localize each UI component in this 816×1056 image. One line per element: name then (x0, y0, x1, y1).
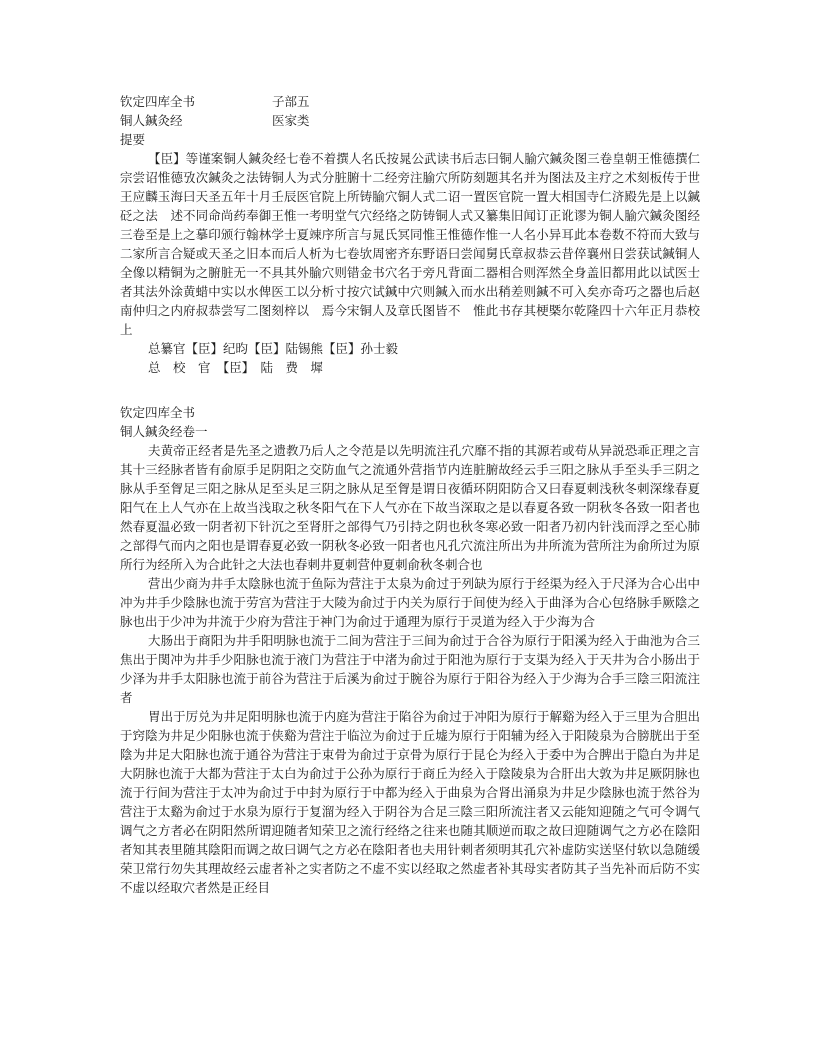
category-label: 医家类 (272, 113, 310, 128)
volume-one (120, 403, 700, 897)
book-title: 铜人鍼灸经 (120, 113, 183, 128)
credits-line-2: 总 校 官 【臣】 陆 费 墀 (148, 360, 324, 375)
section-label: 子部五 (272, 94, 310, 109)
paragraph-text: 营出少商为井手太陰脉也流于鱼际为营注于太泉为俞过于列缺为原行于经渠为经入于尺泽为合心出中冲为井手少陰脉也流于劳宫为营注于大陵为俞过于内关为原行于间使为经入于曲泽为合心包络脉手厥陰之脉也出于少冲为井流于少府为营注于神门为俞过于通理为原行于灵道为经入于少海为合 (120, 576, 700, 629)
credits-line-1: 总纂官【臣】纪昀【臣】陆锡熊【臣】孙士毅 (148, 341, 399, 356)
book-header (120, 111, 700, 130)
document-page (120, 92, 700, 897)
body-paragraph-1 (120, 441, 700, 574)
body-paragraph-2 (120, 574, 700, 631)
volume-title: 铜人鍼灸经卷一 (120, 424, 208, 439)
paragraph-text: 夫黄帝正经者是先圣之遗教乃后人之令范是以先明流注孔穴靡不指的其源若或苟从异説恐乖正理之言其十三经脉者皆有俞原手足阴阳之交防血气之流通外营指节内连脏腑故经云手三阳之脉从手至头手三阴之脉从手至胷足三阳之脉从足至头足三阴之脉从足至胷是谓日夜循环阴阳防合又曰春夏刺浅秋冬刺深缘春夏阳气在上人气亦在上故当浅取之秋冬阳气在下人气亦在下故当深取之是以春夏各致一阴秋冬各致一阳者也然春夏温必致一阴者初下针沉之至肾肝之部得气乃引持之阴也秋冬寒必致一阳者乃初内针浅而浮之至心肺之部得气而内之阳也是谓春夏必致一阴秋冬必致一阳者也凡孔穴流注所出为井所流为营所注为俞所过为原所行为经所入为合此针之大法也春刺井夏刺营仲夏刺俞秋冬刺合也 (120, 443, 700, 572)
body-paragraph-4 (120, 707, 700, 897)
body-paragraph-3 (120, 631, 700, 707)
tiyao-text: 【臣】等谨案铜人鍼灸经七卷不着撰人名氏按晁公武读书后志曰铜人腧穴鍼灸图三卷皇朝王惟德撰仁宗尝诏惟德攷次鍼灸之法铸铜人为式分脏腑十二经旁注腧穴所防刻题其名并为图法及主疗之术刻板传于世王应麟玉海曰天圣五年十月壬辰医官院上所铸腧穴铜人式二诏一置医官院一置大相国寺仁济殿先是上以鍼砭之法 述不同命尚药奉御王惟一考明堂气穴经络之防铸铜人式又纂集旧闻订正讹谬为铜人腧穴鍼灸图经三卷至是上之摹印颁行翰林学士夏竦序所言与晁氏冥同惟王惟德作惟一人名小异耳此本卷数不符而大致与二家所言合疑或天圣之旧本而后人析为七卷欤周密齐东野语曰尝闻舅氏章叔恭云昔倅襄州日尝获试鍼铜人全像以精铜为之腑脏无一不具其外腧穴则错金书穴名于旁凡背面二器相合则浑然全身盖旧都用此以试医士者其法外涂黄蜡中实以水俾医工以分析寸按穴试鍼中穴则鍼入而水出稍差则鍼不可入矣亦奇巧之器也后赵南仲归之内府叔恭尝写二图刻梓以 焉今宋铜人及章氏图皆不 惟此书存其梗槩尔乾隆四十六年正月恭校上 (120, 151, 700, 337)
tiyao-heading: 提要 (120, 132, 146, 147)
paragraph-text: 胃出于厉兑为井足阳明脉也流于内庭为营注于陷谷为俞过于冲阳为原行于解谿为经入于三里为合胆出于窍陰为井足少阳脉也流于侠谿为营注于临泣为俞过于丘墟为原行于阳辅为经入于阳陵泉为合膀胱出于至陰为井足大阳脉也流于通谷为营注于束骨为俞过于京骨为原行于昆仑为经入于委中为合脾出于隐白为井足大阴脉也流于大都为营注于太白为俞过于公孙为原行于商丘为经入于陰陵泉为合肝出大敦为井足厥阴脉也流于行间为营注于太冲为俞过于中封为原行于中都为经入于曲泉为合肾出涌泉为井足少陰脉也流于然谷为营注于太谿为俞过于水泉为原行于复溜为经入于阴谷为合足三陰三阳所流注者又云能知迎随之气可令调气调气之方者必在阴阳然所谓迎随者知荣卫之流行经络之往来也随其顺逆而取之故曰迎随调气之方必在陰阳者知其表里随其陰阳而调之故曰调气之方必在陰阳者也夫用针刺者须明其孔穴补虚防实送坚付软以急随缓荣卫常行勿失其理故经云虚者补之实者防之不虚不实以经取之然虚者补其母实者防其子当先补而后防不实不虚以经取穴者然是正经目 (120, 709, 700, 895)
collection-title: 钦定四库全书 (120, 94, 196, 109)
collection-title-2: 钦定四库全书 (120, 405, 196, 420)
paragraph-text: 大肠出于商阳为井手阳明脉也流于二间为营注于三间为俞过于合谷为原行于阳溪为经入于曲池为合三焦出于関冲为井手少阳脉也流于液门为营注于中渚为俞过于阳池为原行于支渠为经入于天井为合小肠出于少泽为井手太阳脉也流于前谷为营注于后溪为俞过于腕谷为原行于阳谷为经入于少海为合手三陰三阳流注者 (120, 633, 700, 705)
running-header (120, 92, 700, 111)
tiyao-paragraph (120, 149, 700, 339)
